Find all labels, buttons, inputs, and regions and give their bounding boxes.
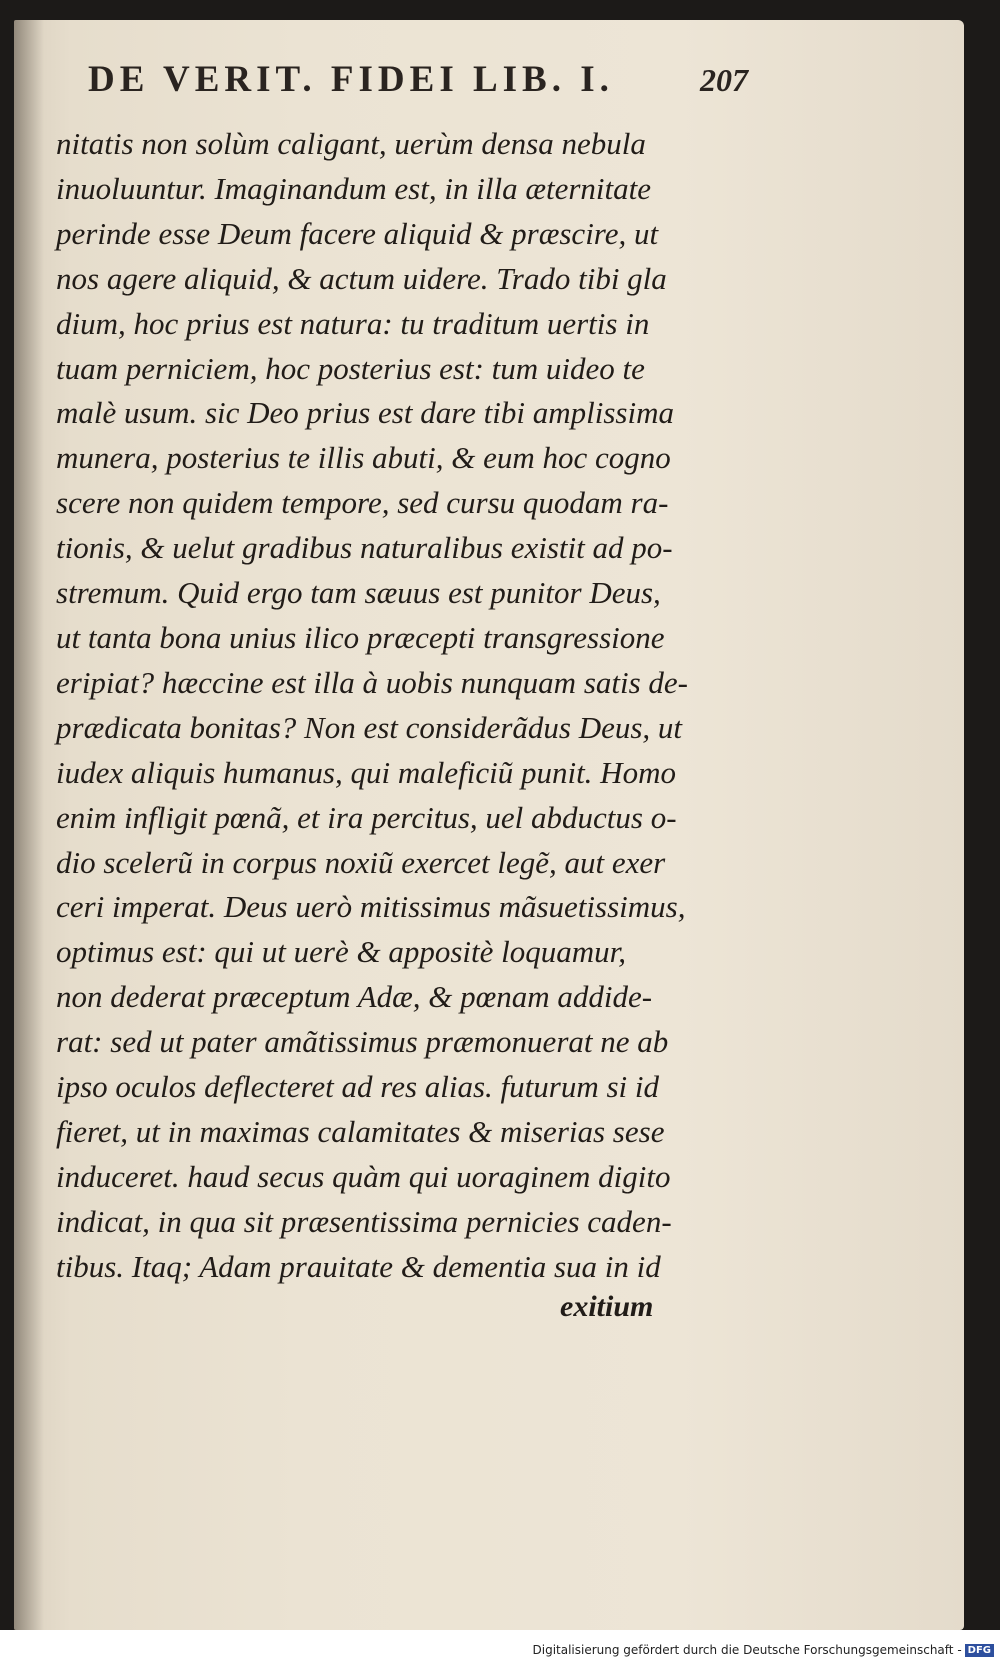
text-line: dium, hoc prius est natura: tu traditum uertis in (56, 305, 650, 341)
text-line: stremum. Quid ergo tam sæuus est punitor Deus, (56, 575, 661, 611)
credit-text: Digitalisierung gefördert durch die Deutsche Forschungsgemeinschaft - (532, 1643, 962, 1657)
text-line: enim infligit pœnã, et ira percitus, uel abductus o- (56, 799, 677, 835)
text-line: indicat, in qua sit præsentissima pernicies caden- (56, 1203, 672, 1239)
text-line: tuam perniciem, hoc posterius est: tum uideo te (56, 350, 645, 386)
text-line: fieret, ut in maximas calamitates & miserias sese (56, 1113, 665, 1149)
text-line: non dederat præceptum Adæ, & pœnam addide- (56, 979, 653, 1015)
text-line: optimus est: qui ut uerè & appositè loquamur, (56, 934, 627, 970)
text-line: ut tanta bona unius ilico præcepti transgressione (56, 619, 665, 655)
text-line: prædicata bonitas? Non est considerãdus Deus, ut (56, 709, 683, 745)
text-line: iudex aliquis humanus, qui maleficiũ punit. Homo (56, 754, 676, 790)
dfg-logo: DFG (965, 1644, 994, 1657)
text-line: eripiat? hæccine est illa à uobis nunquam satis de- (56, 664, 689, 700)
text-line: munera, posterius te illis abuti, & eum hoc cogno (56, 440, 671, 476)
text-line: nos agere aliquid, & actum uidere. Trado tibi gla (56, 260, 667, 296)
text-line: inuoluuntur. Imaginandum est, in illa æternitate (56, 170, 652, 206)
page-number: 207 (700, 62, 748, 98)
text-line: malè usum. sic Deo prius est dare tibi amplissima (56, 395, 674, 431)
catchword: exitium (560, 1290, 654, 1323)
running-title: DE VERIT. FIDEI LIB. I. (88, 59, 614, 100)
text-line: nitatis non solùm caligant, uerùm densa nebula (56, 126, 646, 161)
text-line: tibus. Itaq; Adam prauitate & dementia sua in id (56, 1248, 661, 1284)
body-text (56, 122, 756, 1290)
text-line: dio scelerũ in corpus noxiũ exercet legẽ, aut exer (56, 844, 666, 880)
text-line: ceri imperat. Deus uerò mitissimus mãsuetissimus, (56, 889, 686, 925)
gutter-shadow (14, 20, 44, 1630)
running-head (88, 58, 748, 118)
text-line: ipso oculos deflecteret ad res alias. futurum si id (56, 1069, 660, 1105)
text-line: tionis, & uelut gradibus naturalibus existit ad po- (56, 530, 673, 566)
text-line: rat: sed ut pater amãtissimus præmonuerat ne ab (56, 1024, 669, 1060)
text-line: induceret. haud secus quàm qui uoraginem digito (56, 1158, 671, 1194)
digitization-credit (533, 1643, 995, 1657)
text-line: scere non quidem tempore, sed cursu quodam ra- (56, 485, 669, 521)
text-line: perinde esse Deum facere aliquid & præscire, ut (56, 215, 659, 251)
